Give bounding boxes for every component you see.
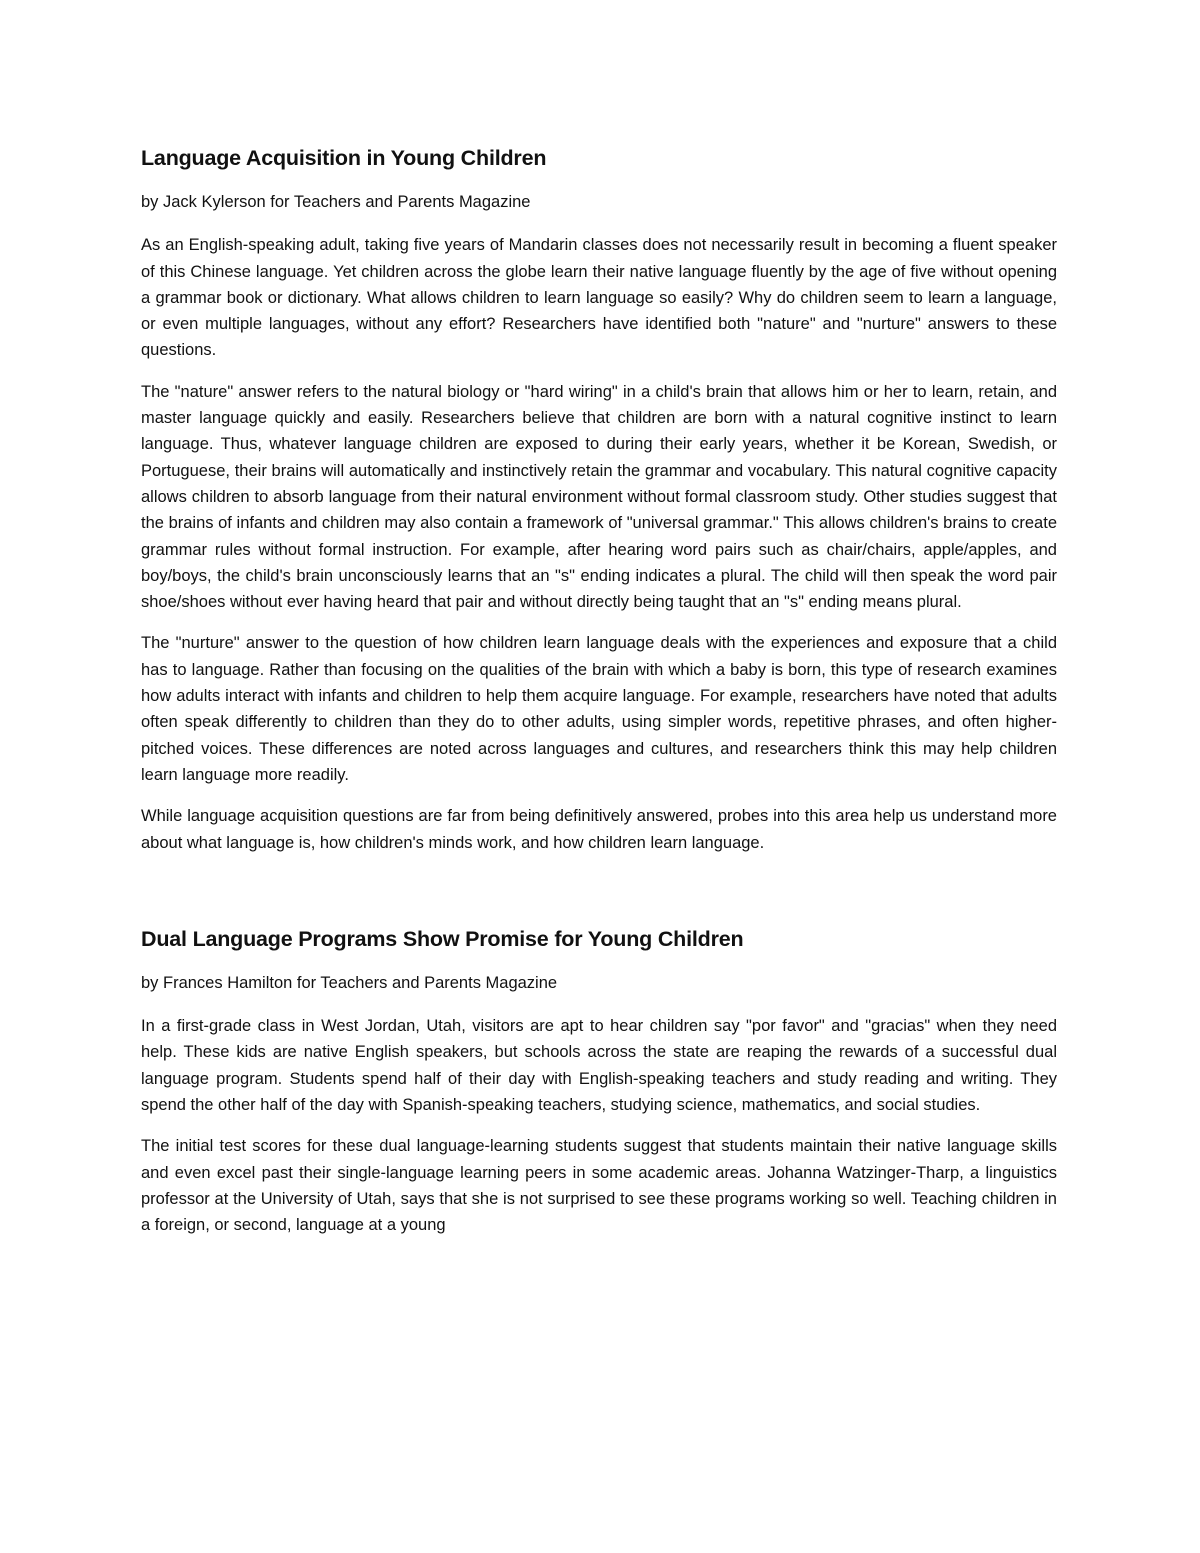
article-byline: by Jack Kylerson for Teachers and Parents Magazine: [141, 193, 531, 211]
article-title: Language Acquisition in Young Children: [141, 146, 547, 170]
section-spacer: [141, 871, 1057, 911]
article-language-acquisition: [141, 143, 1057, 856]
article-title: Dual Language Programs Show Promise for Young Children: [141, 926, 744, 951]
paragraph: The initial test scores for these dual language-learning students suggest that students maintain their native language skills and even excel past their single-language learning peers in some academic areas. Johanna Watzinger-Tharp, a linguistics professor at the University of Utah, says that she is not surprised to see these programs working so well. Teaching children in a foreign, or second, language at a young: [141, 1137, 1057, 1235]
paragraph: The "nurture" answer to the question of how children learn language deals with the experiences and exposure that a child has to language. Rather than focusing on the qualities of the brain with which a baby is born, this type of research examines how adults interact with infants and children to help them acquire language. For example, researchers have noted that adults often speak differently to children than they do to other adults, using simpler words, repetitive phrases, and often higher-pitched voices. These differences are noted across languages and cultures, and researchers think this may help children learn language more readily.: [141, 634, 1057, 784]
paragraph: While language acquisition questions are far from being definitively answered, probes into this area help us understand more about what language is, how children's minds work, and how children learn language.: [141, 807, 1057, 852]
paragraph: The "nature" answer refers to the natural biology or "hard wiring" in a child's brain that allows him or her to learn, retain, and master language quickly and easily. Researchers believe that children are born with a natural cognitive instinct to learn language. Thus, whatever language children are exposed to during their early years, whether it be Korean, Swedish, or Portuguese, their brains will automatically and instinctively retain the grammar and vocabulary. This natural cognitive capacity allows children to absorb language from their natural environment without formal classroom study. Other studies suggest that the brains of infants and children may also contain a framework of "universal grammar." This allows children's brains to create grammar rules without formal instruction. For example, after hearing word pairs such as chair/chairs, apple/apples, and boy/boys, the child's brain unconsciously learns that an "s" ending indicates a plural. The child will then speak the word pair shoe/shoes without ever having heard that pair and without directly being taught that an "s" ending means plural.: [141, 382, 1057, 612]
document-page: [141, 130, 1057, 1254]
paragraph: As an English-speaking adult, taking five years of Mandarin classes does not necessarily result in becoming a fluent speaker of this Chinese language. Yet children across the globe learn their native language fluently by the age of five without opening a grammar book or dictionary. What allows children to learn language so easily? Why do children seem to learn a language, or even multiple languages, without any effort? Researchers have identified both "nature" and "nurture" answers to these questions.: [141, 236, 1057, 360]
article-dual-language: [141, 924, 1057, 1239]
article-byline: by Frances Hamilton for Teachers and Parents Magazine: [141, 973, 558, 992]
paragraph: In a first-grade class in West Jordan, Utah, visitors are apt to hear children say "por favor" and "gracias" when they need help. These kids are native English speakers, but schools across the state are reaping the rewards of a successful dual language program. Students spend half of their day with English-speaking teachers and study reading and writing. They spend the other half of the day with Spanish-speaking teachers, studying science, mathematics, and social studies.: [141, 1017, 1057, 1115]
